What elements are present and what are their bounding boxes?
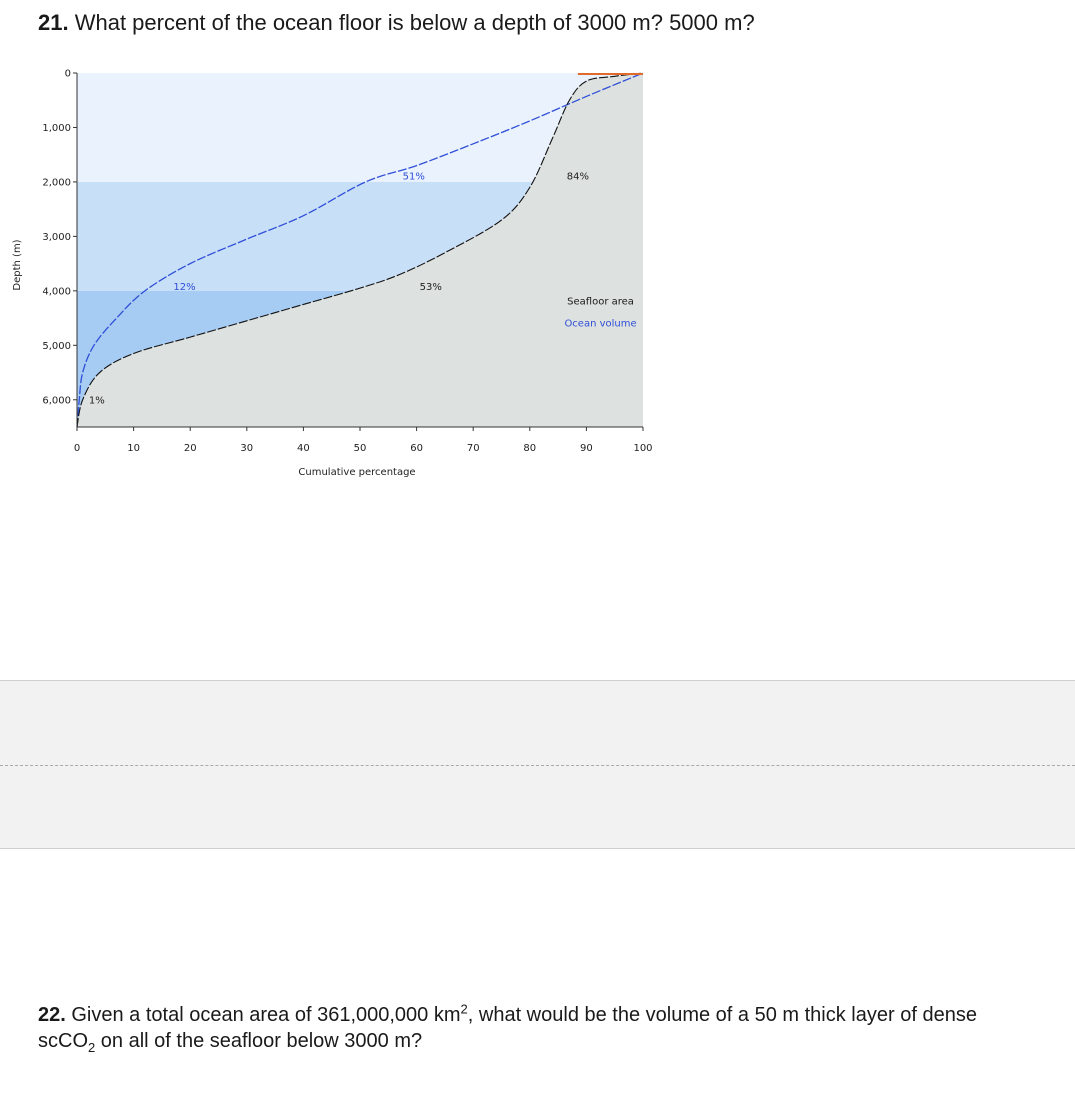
annotation-0: 1%: [88, 395, 105, 407]
x-tick-label-10: 100: [633, 443, 653, 454]
question-21: [38, 8, 755, 38]
annotation-1: 12%: [173, 281, 196, 293]
answer-box-21[interactable]: [0, 680, 1075, 849]
question-22-text-a: Given a total ocean area of 361,000,000 km: [65, 1004, 461, 1026]
y-tick-label-5: 5,000: [42, 340, 71, 352]
x-tick-label-1: 10: [127, 443, 140, 454]
y-tick-label-1: 1,000: [42, 122, 71, 134]
question-22-sup: 2: [460, 1001, 468, 1017]
question-22-sub: 2: [88, 1040, 96, 1055]
legend-entry-0: Seafloor area: [567, 296, 634, 308]
question-22-text-b: , what would be the volume of a 50 m thick layer of dense scCO: [38, 1004, 977, 1052]
y-tick-label-0: 0: [64, 68, 71, 80]
annotation-3: 53%: [419, 281, 442, 293]
legend-entry-1: Ocean volume: [564, 318, 637, 330]
x-tick-label-9: 90: [580, 443, 593, 454]
answer-divider: [0, 765, 1075, 766]
annotation-4: 84%: [566, 171, 590, 183]
x-tick-label-2: 20: [183, 443, 197, 454]
hypsometric-chart: [0, 60, 680, 490]
question-22-text-c: on all of the seafloor below 3000 m?: [95, 1030, 423, 1052]
y-tick-label-4: 4,000: [42, 286, 71, 298]
y-tick-label-2: 2,000: [42, 177, 71, 189]
question-21-number: 21.: [38, 10, 69, 35]
x-tick-label-0: 0: [73, 443, 81, 454]
x-tick-label-7: 70: [466, 443, 480, 454]
x-axis-title: Cumulative percentage: [298, 467, 416, 478]
x-tick-label-4: 40: [297, 443, 310, 454]
x-tick-label-6: 60: [410, 443, 423, 454]
y-tick-label-3: 3,000: [42, 231, 71, 243]
x-tick-label-8: 80: [523, 443, 537, 454]
y-tick-label-6: 6,000: [42, 395, 71, 407]
annotation-2: 51%: [402, 171, 425, 183]
x-tick-label-3: 30: [240, 443, 254, 454]
question-22: [38, 1002, 1038, 1054]
y-axis-title: Depth (m): [12, 239, 23, 291]
question-21-text: What percent of the ocean floor is below a depth of 3000 m? 5000 m?: [68, 10, 755, 35]
x-tick-label-5: 50: [353, 443, 367, 454]
question-22-number: 22.: [38, 1004, 66, 1026]
